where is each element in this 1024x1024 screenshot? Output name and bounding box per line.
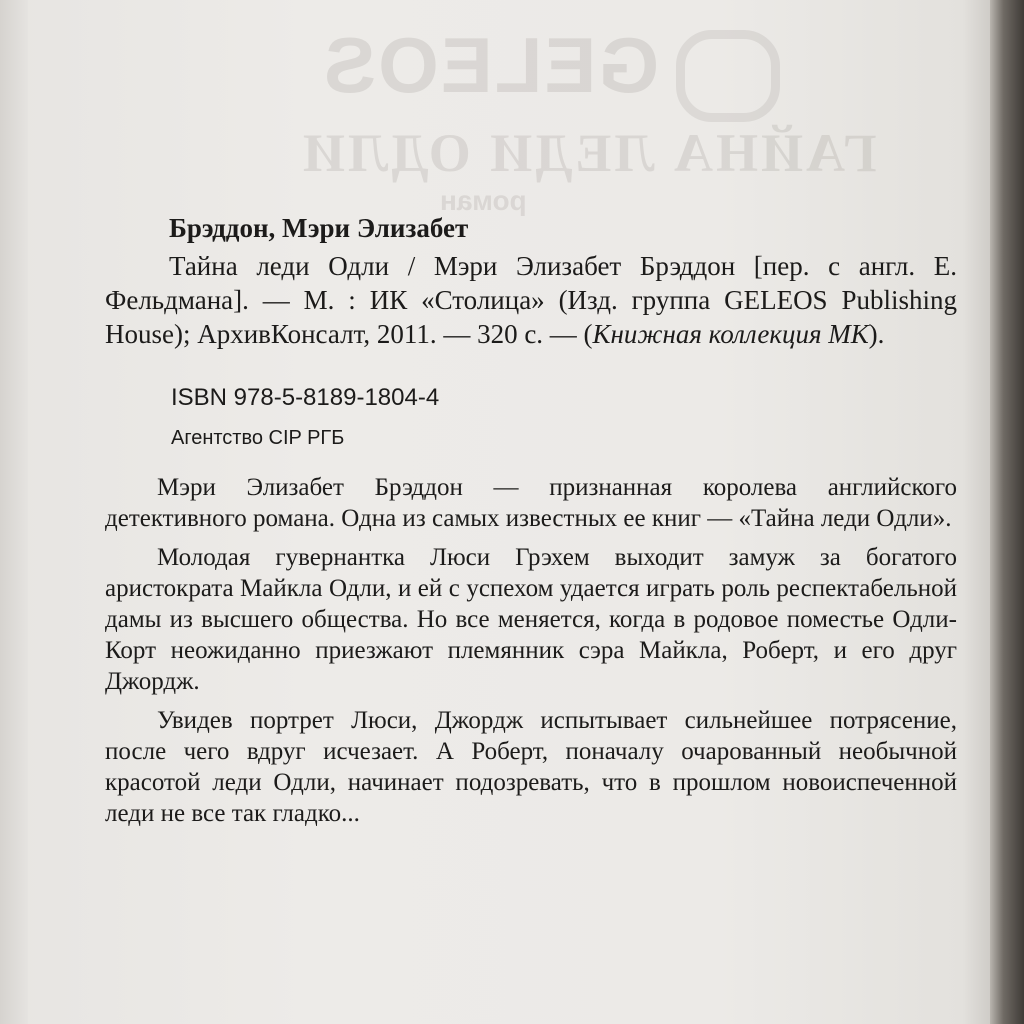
page-edge-shadow: [990, 0, 1024, 1024]
catalog-record: [105, 212, 957, 837]
cip-agency: Агентство CIP РГБ: [171, 427, 345, 449]
annotation: [105, 472, 957, 829]
bleed-through-subtitle: роман: [440, 185, 527, 216]
bibliographic-description: [105, 249, 957, 351]
author-heading: Брэддон, Мэри Элизабет: [169, 213, 469, 243]
isbn: ISBN 978-5-8189-1804-4: [171, 384, 440, 411]
bleed-through-logo: GELEOS: [322, 21, 660, 109]
bleed-through-title: ГАЙНА ЛЕДИ ОДЛИ: [300, 123, 877, 183]
biblio-main: Тайна леди Одли / Мэри Элизабет Брэддон [пер. с англ. Е. Фельдмана]. — М. : ИК «Столица» (Изд. группа GELEOS Publishing House); АрхивКонсалт, 2011. — 320 с. — (: [105, 251, 957, 349]
series-title: Книжная коллекция МК: [592, 319, 869, 349]
annotation-paragraph: Увидев портрет Люси, Джордж испытывает сильнейшее потрясение, после чего вдруг исчезает. А Роберт, поначалу очарованный необычной красотой леди Одли, начинает подозревать, что в прошлом новоиспеченной леди не все так гладко...: [105, 707, 957, 827]
biblio-end: ).: [868, 319, 885, 349]
bleed-through-logo-ring: [676, 30, 780, 122]
page-gutter: [0, 0, 28, 1024]
annotation-paragraph: Молодая гувернантка Люси Грэхем выходит замуж за богатого аристократа Майкла Одли, и ей с успехом удается играть роль респектабельной дамы из высшего общества. Но все меняется, когда в родовое поместье Одли-Корт неожиданно приезжают племянник сэра Майкла, Роберт, и его друг Джордж.: [105, 544, 957, 695]
annotation-paragraph: Мэри Элизабет Брэддон — признанная королева английского детективного романа. Одна из самых известных ее книг — «Тайна леди Одли».: [105, 474, 957, 532]
